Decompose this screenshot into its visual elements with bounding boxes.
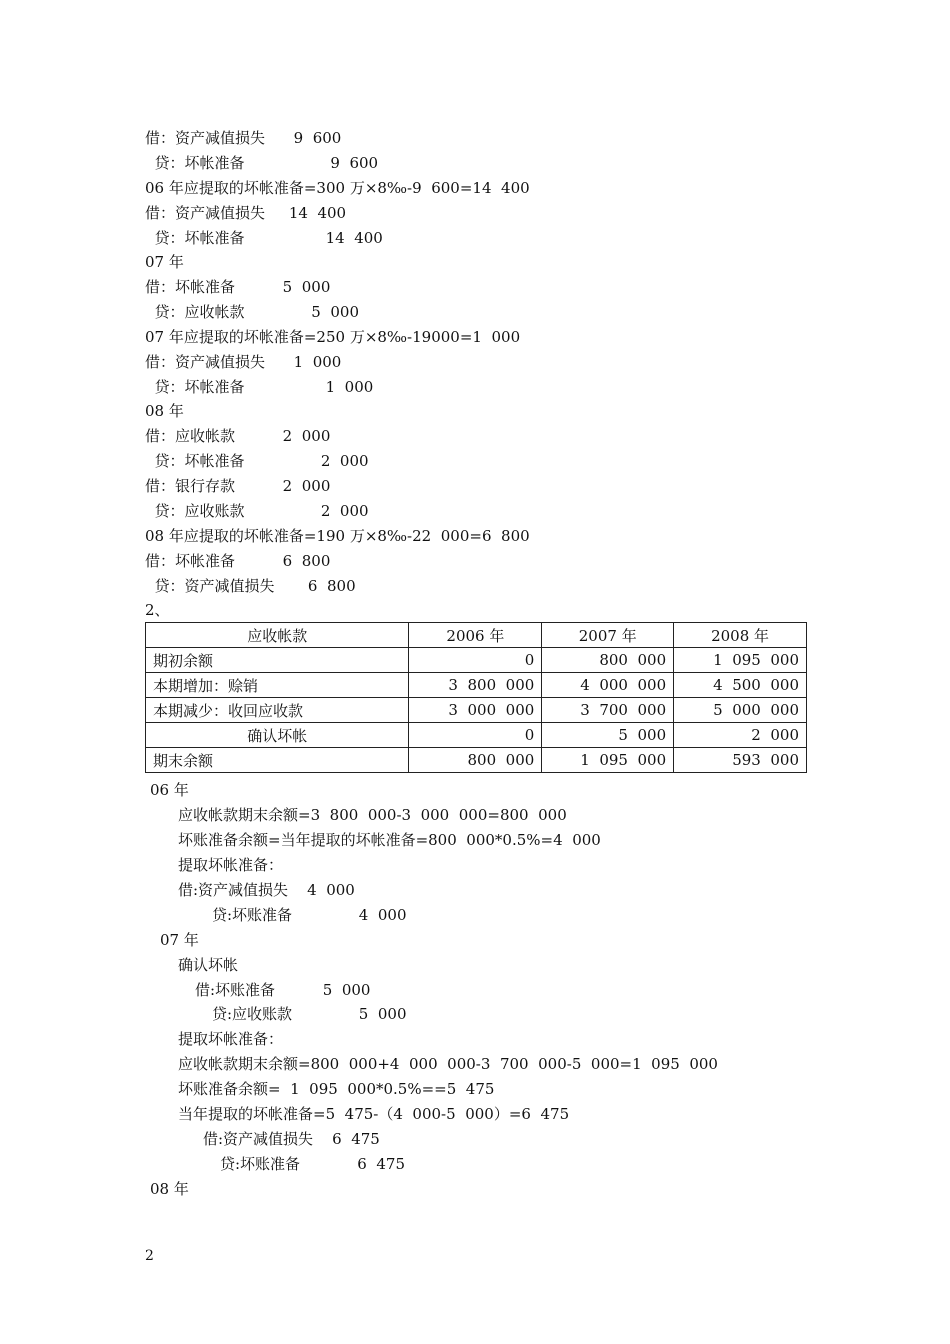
text-line: 贷：资产减值损失 6 800 [145, 577, 356, 595]
table-header-row [146, 623, 807, 648]
table-cell: 期末余额 [146, 748, 409, 773]
table-cell: 3 000 000 [409, 698, 542, 723]
text-line: 贷:坏账准备 6 475 [220, 1155, 405, 1173]
table-row [146, 673, 807, 698]
text-line: 08 年 [150, 1180, 189, 1198]
text-line: 应收帐款期末余额=3 800 000-3 000 000=800 000 [178, 806, 567, 824]
table-cell: 3 700 000 [542, 698, 674, 723]
table-cell: 800 000 [542, 648, 674, 673]
text-line: 借:资产减值损失 6 475 [203, 1130, 380, 1148]
table-cell: 4 500 000 [674, 673, 807, 698]
text-line: 贷：应收帐款 5 000 [145, 303, 359, 321]
table-row [146, 723, 807, 748]
table-header-cell: 2006 年 [409, 623, 542, 648]
table-cell: 期初余额 [146, 648, 409, 673]
text-line: 应收帐款期末余额=800 000+4 000 000-3 700 000-5 000=1 095 000 [178, 1055, 718, 1073]
text-line: 提取坏帐准备： [178, 856, 284, 874]
table-cell: 0 [409, 723, 542, 748]
table-cell: 4 000 000 [542, 673, 674, 698]
text-line: 借：资产减值损失 1 000 [145, 353, 342, 371]
text-line: 贷:坏账准备 4 000 [212, 906, 407, 924]
table-cell: 800 000 [409, 748, 542, 773]
text-line: 借：银行存款 2 000 [145, 477, 331, 495]
text-line: 确认坏帐 [178, 956, 239, 974]
table-cell: 本期减少：收回应收款 [146, 698, 409, 723]
table-cell: 3 800 000 [409, 673, 542, 698]
ledger-table [145, 622, 807, 773]
text-line: 贷：坏帐准备 14 400 [145, 229, 383, 247]
text-line: 当年提取的坏帐准备=5 475-（4 000-5 000）=6 475 [178, 1105, 570, 1123]
table-cell: 593 000 [674, 748, 807, 773]
table-cell: 5 000 000 [674, 698, 807, 723]
text-line: 贷：应收账款 2 000 [145, 502, 369, 520]
text-line: 07 年 [160, 931, 199, 949]
table-cell: 5 000 [542, 723, 674, 748]
text-line: 坏账准备余额= 1 095 000*0.5%==5 475 [178, 1080, 495, 1098]
text-line: 贷：坏帐准备 1 000 [145, 378, 374, 396]
table-row [146, 648, 807, 673]
text-line: 07 年 [145, 253, 184, 271]
text-line: 借：坏帐准备 6 800 [145, 552, 331, 570]
table-header-cell: 2008 年 [674, 623, 807, 648]
text-line: 借：资产减值损失 14 400 [145, 204, 347, 222]
table-cell: 确认坏帐 [146, 723, 409, 748]
table-cell: 本期增加：赊销 [146, 673, 409, 698]
text-line: 贷：坏帐准备 2 000 [145, 452, 369, 470]
text-line: 贷:应收账款 5 000 [212, 1005, 407, 1023]
text-line: 坏账准备余额=当年提取的坏帐准备=800 000*0.5%=4 000 [178, 831, 601, 849]
table-header-cell: 2007 年 [542, 623, 674, 648]
text-line: 08 年 [145, 402, 184, 420]
table-cell: 1 095 000 [542, 748, 674, 773]
text-line: 06 年应提取的坏帐准备=300 万×8‰-9 600=14 400 [145, 179, 530, 197]
text-line: 08 年应提取的坏帐准备=190 万×8‰-22 000=6 800 [145, 527, 530, 545]
table-header-cell: 应收帐款 [146, 623, 409, 648]
text-line: 借：坏帐准备 5 000 [145, 278, 331, 296]
table-row [146, 748, 807, 773]
text-line: 07 年应提取的坏帐准备=250 万×8‰-19000=1 000 [145, 328, 521, 346]
page-number: 2 [145, 1248, 154, 1264]
text-line: 提取坏帐准备： [178, 1030, 284, 1048]
table-row [146, 698, 807, 723]
text-line: 06 年 [150, 781, 189, 799]
text-line: 借：应收帐款 2 000 [145, 427, 331, 445]
section-number: 2、 [145, 601, 170, 619]
table-cell: 0 [409, 648, 542, 673]
text-line: 贷：坏帐准备 9 600 [145, 154, 379, 172]
text-line: 借:资产减值损失 4 000 [178, 881, 355, 899]
text-line: 借:坏账准备 5 000 [195, 981, 371, 999]
text-line: 借：资产减值损失 9 600 [145, 129, 342, 147]
table-cell: 1 095 000 [674, 648, 807, 673]
table-cell: 2 000 [674, 723, 807, 748]
